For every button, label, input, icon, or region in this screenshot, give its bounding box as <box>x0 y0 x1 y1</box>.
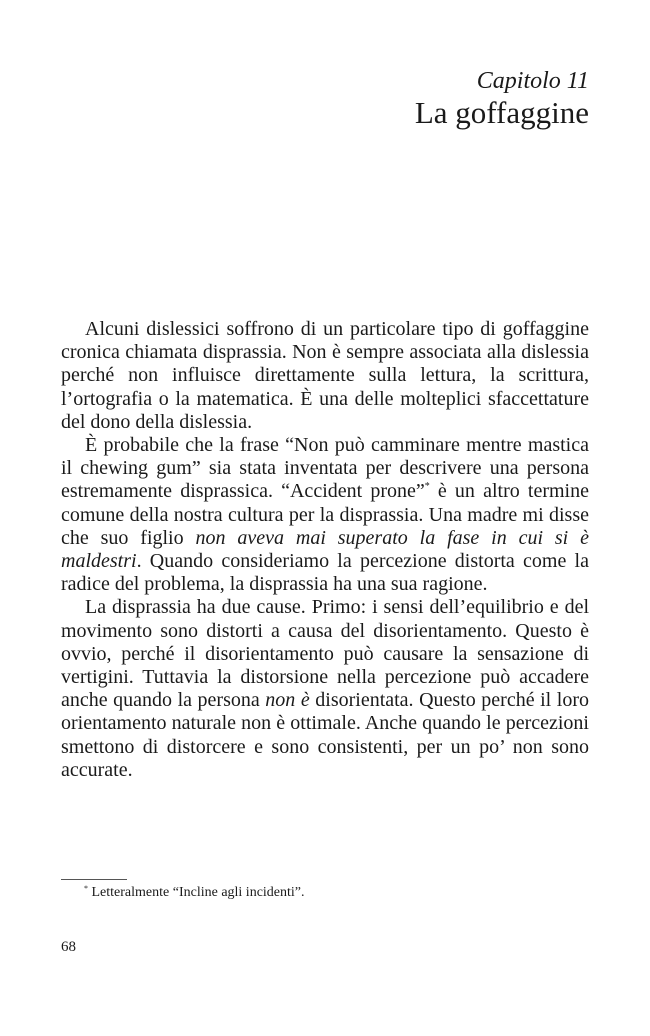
footnote-marker: * <box>84 884 88 893</box>
footnote <box>84 884 305 902</box>
paragraph-3-italic-phrase: non è <box>265 689 310 712</box>
body-text <box>61 318 589 782</box>
footnote-text: Letteralmente “Incline agli incidenti”. <box>88 885 305 900</box>
chapter-label: Capitolo 11 <box>476 68 589 94</box>
chapter-title: La goffaggine <box>414 95 589 130</box>
footnote-divider <box>61 879 127 880</box>
paragraph-2-part1: È probabile che la frase “Non può camminare mentre mastica il chewing gum” sia stata inventata per descrivere una persona estremamente disprassica. “Accident prone” <box>61 434 589 503</box>
paragraph-1 <box>61 318 589 434</box>
chapter-header <box>415 66 589 130</box>
paragraph-2 <box>61 434 589 596</box>
paragraph-3-part2: disorientata. Questo perché il loro orientamento naturale non è ottimale. Anche quando le percezioni smettono di distorcere e sono consistenti, per un po’ non sono accurate. <box>61 689 589 781</box>
paragraph-2-part3: . Quando consideriamo la percezione distorta come la radice del problema, la disprassia ha una sua ragione. <box>61 550 589 596</box>
paragraph-1-text: Alcuni dislessici soffrono di un particolare tipo di goffaggine cronica chiamata disprassia. Non è sempre associata alla dislessia perché non influisce direttamente sulla lettura, la scrittura, l’ortografia o la matematica. È una delle molteplici sfaccettature del dono della dislessia. <box>61 318 589 433</box>
paragraph-3-part1: La disprassia ha due cause. Primo: i sensi dell’equilibrio e del movimento sono distorti a causa del disorientamento. Questo è ovvio, perché il disorientamento può causare la sensazione di vertigini. Tuttavia la distorsione nella percezione può accadere anche quando la persona <box>61 596 589 712</box>
page-number: 68 <box>61 939 76 955</box>
footnote-reference-marker: * <box>424 481 430 493</box>
paragraph-3 <box>61 596 589 782</box>
paragraph-2-part2: è un altro termine comune della nostra cultura per la disprassia. Una madre mi disse che suo figlio <box>61 480 589 549</box>
paragraph-2-italic-phrase: non aveva mai superato la fase in cui si è maldestri <box>61 526 589 573</box>
